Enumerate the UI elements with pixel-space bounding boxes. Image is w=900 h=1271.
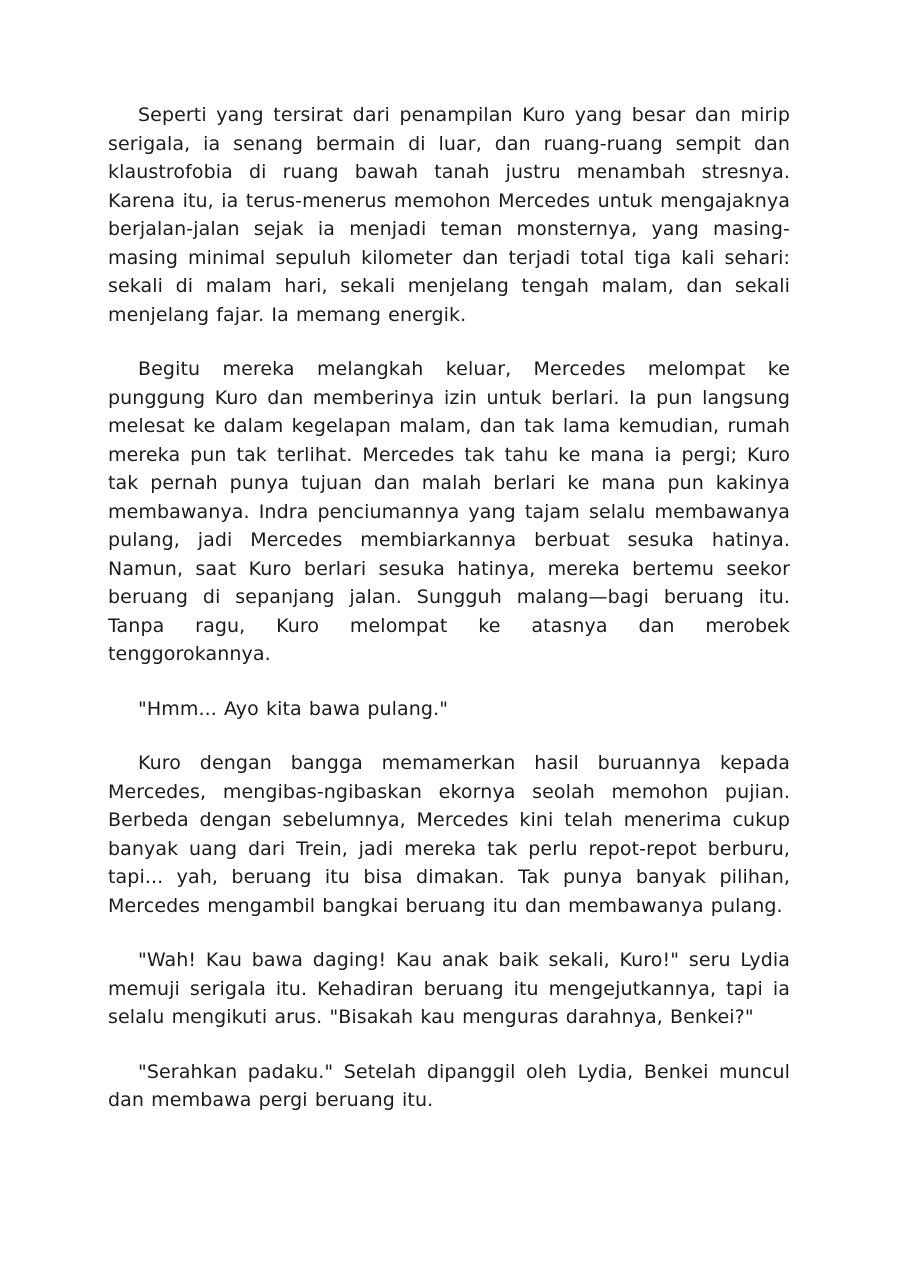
paragraph-3-dialogue: "Hmm... Ayo kita bawa pulang." xyxy=(138,697,449,720)
paragraph-4: Kuro dengan bangga memamerkan hasil buruannya kepada Mercedes, mengibas-ngibaskan ekornya seolah memohon pujian. Berbeda dengan sebelumnya, Mercedes kini telah menerima cukup banyak uang dari Trein, jadi mereka tak perlu repot-repot berburu, tapi... yah, beruang itu bisa dimakan. Tak punya banyak pilihan, Mercedes mengambil bangkai beruang itu dan membawanya pulang. xyxy=(108,752,790,917)
text-block xyxy=(108,101,790,1115)
paragraph-2: Begitu mereka melangkah keluar, Mercedes melompat ke punggung Kuro dan memberinya izin untuk berlari. Ia pun langsung melesat ke dalam kegelapan malam, dan tak lama kemudian, rumah mereka pun tak terlihat. Mercedes tak tahu ke mana ia pergi; Kuro tak pernah punya tujuan dan malah berlari ke mana pun kakinya membawanya. Indra penciumannya yang tajam selalu membawanya pulang, jadi Mercedes membiarkannya berbuat sesuka hatinya. Namun, saat Kuro berlari sesuka hatinya, mereka bertemu seekor beruang di sepanjang jalan. Sungguh malang—bagi beruang itu. Tanpa ragu, Kuro melompat ke atasnya dan merobek tenggorokannya. xyxy=(108,358,790,665)
paragraph-5-dialogue: "Wah! Kau bawa daging! Kau anak baik sekali, Kuro!" seru Lydia memuji serigala itu. Kehadiran beruang itu mengejutkannya, tapi ia selalu mengikuti arus. "Bisakah kau menguras darahnya, Benkei?" xyxy=(108,949,790,1028)
paragraph-6-dialogue: "Serahkan padaku." Setelah dipanggil oleh Lydia, Benkei muncul dan membawa pergi beruang itu. xyxy=(108,1060,790,1111)
paragraph-1: Seperti yang tersirat dari penampilan Kuro yang besar dan mirip serigala, ia senang bermain di luar, dan ruang-ruang sempit dan klaustrofobia di ruang bawah tanah justru menambah stresnya. Karena itu, ia terus-menerus memohon Mercedes untuk mengajaknya berjalan-jalan sejak ia menjadi teman monsternya, yang masing-masing minimal sepuluh kilometer dan terjadi total tiga kali sehari: sekali di malam hari, sekali menjelang tengah malam, dan sekali menjelang fajar. Ia memang energik. xyxy=(108,104,790,326)
